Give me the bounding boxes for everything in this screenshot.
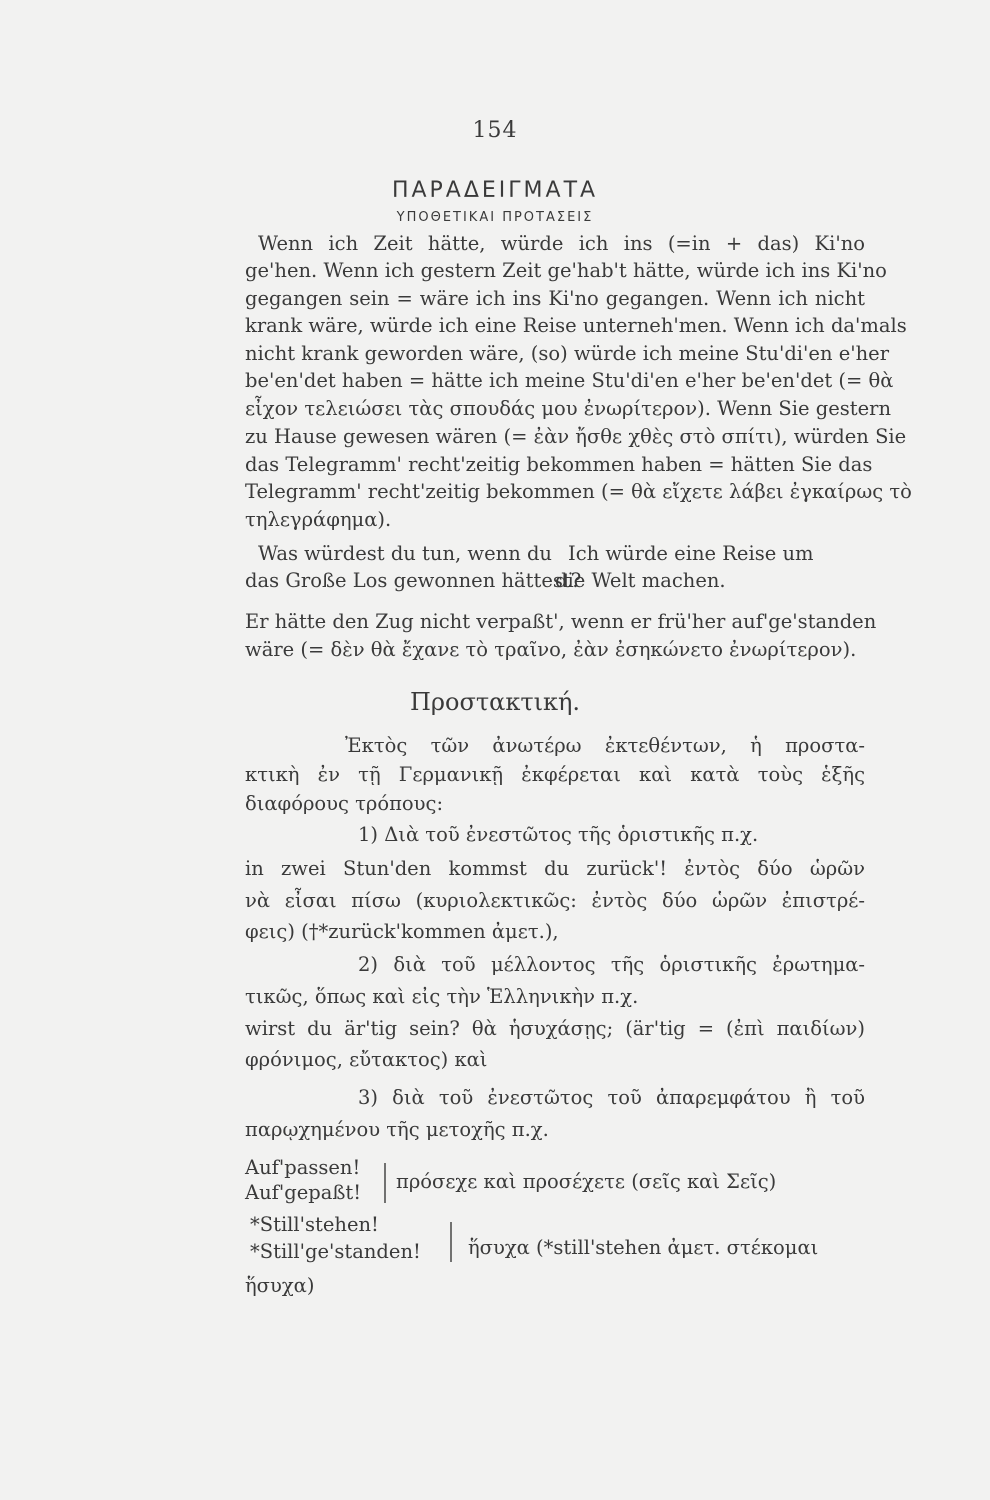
text-line: gegangen sein = wäre ich ins Ki'no gegangen. Wenn ich nicht [245,287,865,310]
text-line: be'en'det haben = hätte ich meine Stu'di'en e'her be'en'det (= θὰ [245,369,894,392]
example-meaning-continuation: ἥσυχα) [245,1274,315,1297]
example-form: *Still'ge'standen! [250,1240,421,1263]
example-form: Auf'gepaßt! [245,1181,362,1204]
text-line: ge'hen. Wenn ich gestern Zeit ge'hab't hätte, würde ich ins Ki'no [245,259,887,282]
bracket-mark [448,1220,456,1264]
question-line: das Große Los gewonnen hättest? [245,569,582,592]
page-number: 154 [472,118,518,143]
text-line: das Telegramm' recht'zeitig bekommen haben = hätten Sie das [245,453,873,476]
text-line: διαφόρους τρόπους: [245,792,444,815]
text-line: nicht krank geworden wäre, (so) würde ich meine Stu'di'en e'her [245,342,890,365]
question-line: Was würdest du tun, wenn du [258,542,552,565]
section-subtitle: ΥΠΟΘΕΤΙΚΑΙ ΠΡΟΤΑΣΕΙΣ [396,210,594,225]
text-line: Ἐκτὸς τῶν ἀνωτέρω ἐκτεθέντων, ἡ προστα- [345,734,865,757]
example-form: *Still'stehen! [250,1213,379,1236]
page-title: ΠΑΡΑΔΕΙΓΜΑΤΑ [391,178,599,203]
text-line: Wenn ich Zeit hätte, würde ich ins (=in + das) Ki'no [258,232,865,255]
text-line: φρόνιμος, εὔτακτος) καὶ [245,1048,488,1071]
rule-one: 1) Διὰ τοῦ ἐνεστῶτος τῆς ὁριστικῆς π.χ. [358,823,759,846]
text-line: νὰ εἶσαι πίσω (κυριολεκτικῶς: ἐντὸς δύο ὡρῶν ἐπιστρέ- [245,889,865,912]
text-line: wäre (= δὲν θὰ ἔχανε τὸ τραῖνο, ἐὰν ἐσηκώνετο ἐνωρίτερον). [245,638,857,661]
text-line: κτικὴ ἐν τῇ Γερμανικῇ ἐκφέρεται καὶ κατὰ τοὺς ἑξῆς [245,763,865,786]
example-form: Auf'passen! [245,1156,361,1179]
text-line: φεις) (†*zurück'kommen ἀμετ.), [245,920,559,943]
text-line: Er hätte den Zug nicht verpaßt', wenn er frü'her auf'ge'standen [245,610,877,633]
example-meaning: ἥσυχα (*still'stehen ἀμετ. στέκομαι [468,1236,819,1259]
text-line: τηλεγράφημα). [245,508,392,531]
section-heading: Προστακτική. [409,688,581,716]
text-line: εἶχον τελειώσει τὰς σπουδάς μου ἐνωρίτερον). Wenn Sie gestern [245,397,892,420]
rule-two: 2) διὰ τοῦ μέλλοντος τῆς ὁριστικῆς ἐρωτημα- [358,953,865,976]
example-meaning: πρόσεχε καὶ προσέχετε (σεῖς καὶ Σεῖς) [396,1170,777,1193]
answer-line: Ich würde eine Reise um [568,542,814,565]
answer-line: die Welt machen. [555,569,726,592]
text-line: zu Hause gewesen wären (= ἐὰν ἤσθε χθὲς στὸ σπίτι), würden Sie [245,425,907,448]
rule-three: 3) διὰ τοῦ ἐνεστῶτος τοῦ ἀπαρεμφάτου ἢ τοῦ [358,1086,865,1109]
text-line: wirst du är'tig sein? θὰ ἡσυχάσῃς; (är'tig = (ἐπὶ παιδίων) [245,1017,865,1040]
text-line: παρῳχημένου τῆς μετοχῆς π.χ. [245,1118,549,1141]
text-line: in zwei Stun'den kommst du zurück'! ἐντὸς δύο ὡρῶν [245,857,865,880]
text-line: τικῶς, ὅπως καὶ εἰς τὴν Ἑλληνικὴν π.χ. [245,985,639,1008]
bracket-mark [382,1161,390,1205]
text-line: Telegramm' recht'zeitig bekommen (= θὰ εἴχετε λάβει ἐγκαίρως τὸ [245,480,912,503]
text-line: krank wäre, würde ich eine Reise unterneh'men. Wenn ich da'mals [245,314,907,337]
